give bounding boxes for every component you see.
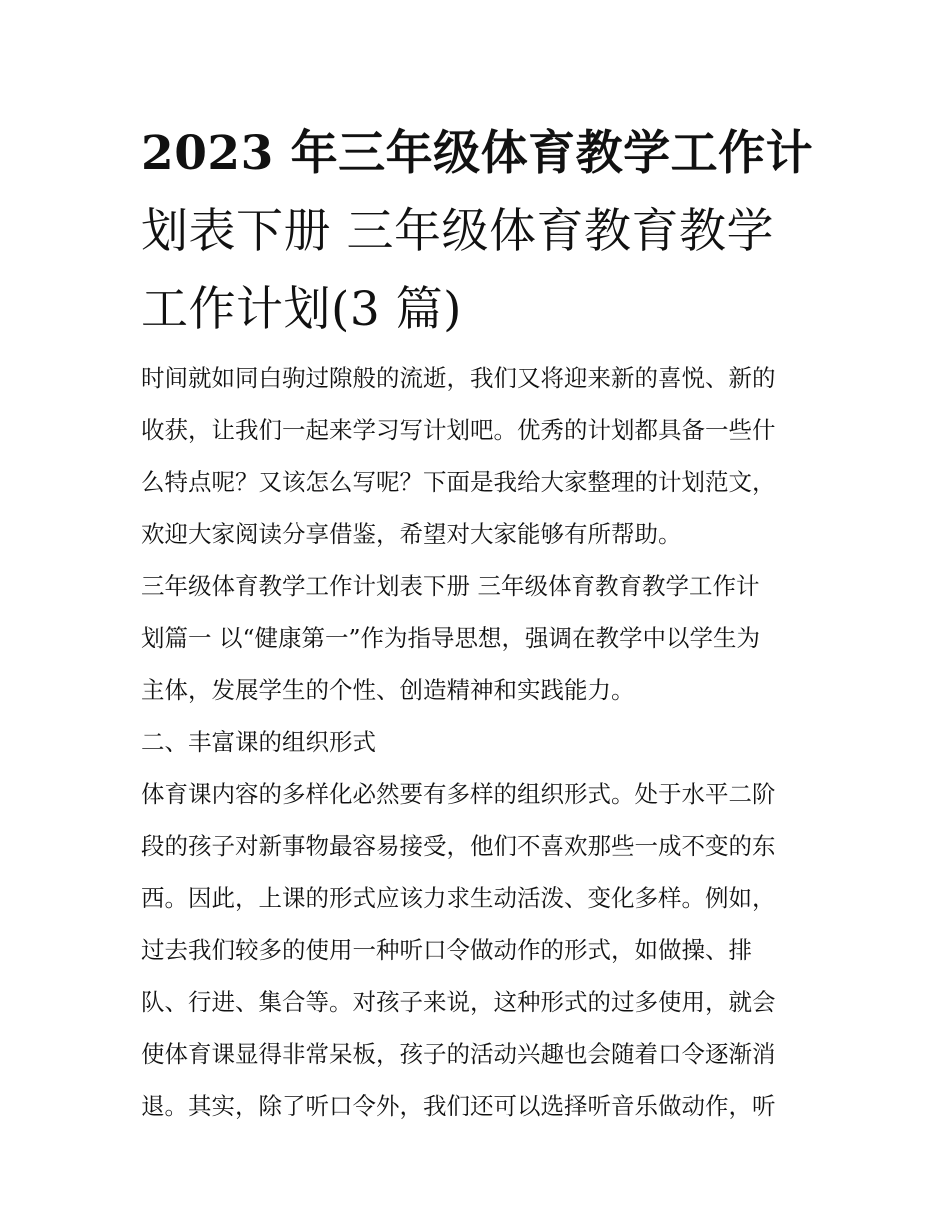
text-line: 退。其实，除了听口令外，我们还可以选择听音乐做动作，听 — [141, 1092, 776, 1120]
page-title — [141, 115, 821, 349]
text-line: 过去我们较多的使用一种听口令做动作的形式，如做操、排 — [141, 936, 752, 964]
text-line: 主体，发展学生的个性、创造精神和实践能力。 — [141, 676, 635, 704]
text-line: 收获，让我们一起来学习写计划吧。优秀的计划都具备一些什 — [141, 416, 776, 444]
text-line: 三年级体育教学工作计划表下册 三年级体育教育教学工作计 — [141, 572, 760, 600]
text-line: 队、行进、集合等。对孩子来说，这种形式的过多使用，就会 — [141, 988, 776, 1016]
text-line: 段的孩子对新事物最容易接受，他们不喜欢那些一成不变的东 — [141, 832, 776, 860]
text-line: 体育课内容的多样化必然要有多样的组织形式。处于水平二阶 — [141, 780, 776, 808]
text-line: 划篇一 以“健康第一”作为指导思想，强调在教学中以学生为 — [141, 624, 760, 652]
paragraph-plan-one — [141, 560, 821, 716]
text-line: 西。因此，上课的形式应该力求生动活泼、变化多样。例如， — [141, 884, 776, 912]
text-line: 使体育课显得非常呆板，孩子的活动兴趣也会随着口令逐渐消 — [141, 1040, 776, 1068]
text-line: 么特点呢？又该怎么写呢？下面是我给大家整理的计划范文， — [141, 468, 776, 496]
title-line: 工作计划(3 篇) — [141, 282, 463, 337]
paragraph-organization — [141, 768, 821, 1132]
paragraph-intro — [141, 352, 821, 560]
body-text — [141, 352, 821, 1132]
text-line: 时间就如同白驹过隙般的流逝，我们又将迎来新的喜悦、新的 — [141, 364, 776, 392]
text-line: 欢迎大家阅读分享借鉴，希望对大家能够有所帮助。 — [141, 520, 682, 548]
text-line: 二、丰富课的组织形式 — [141, 728, 376, 756]
title-line: 划表下册 三年级体育教育教学 — [141, 204, 774, 259]
section-heading — [141, 716, 821, 768]
title-line: 2023 年三年级体育教学工作计 — [141, 126, 814, 181]
